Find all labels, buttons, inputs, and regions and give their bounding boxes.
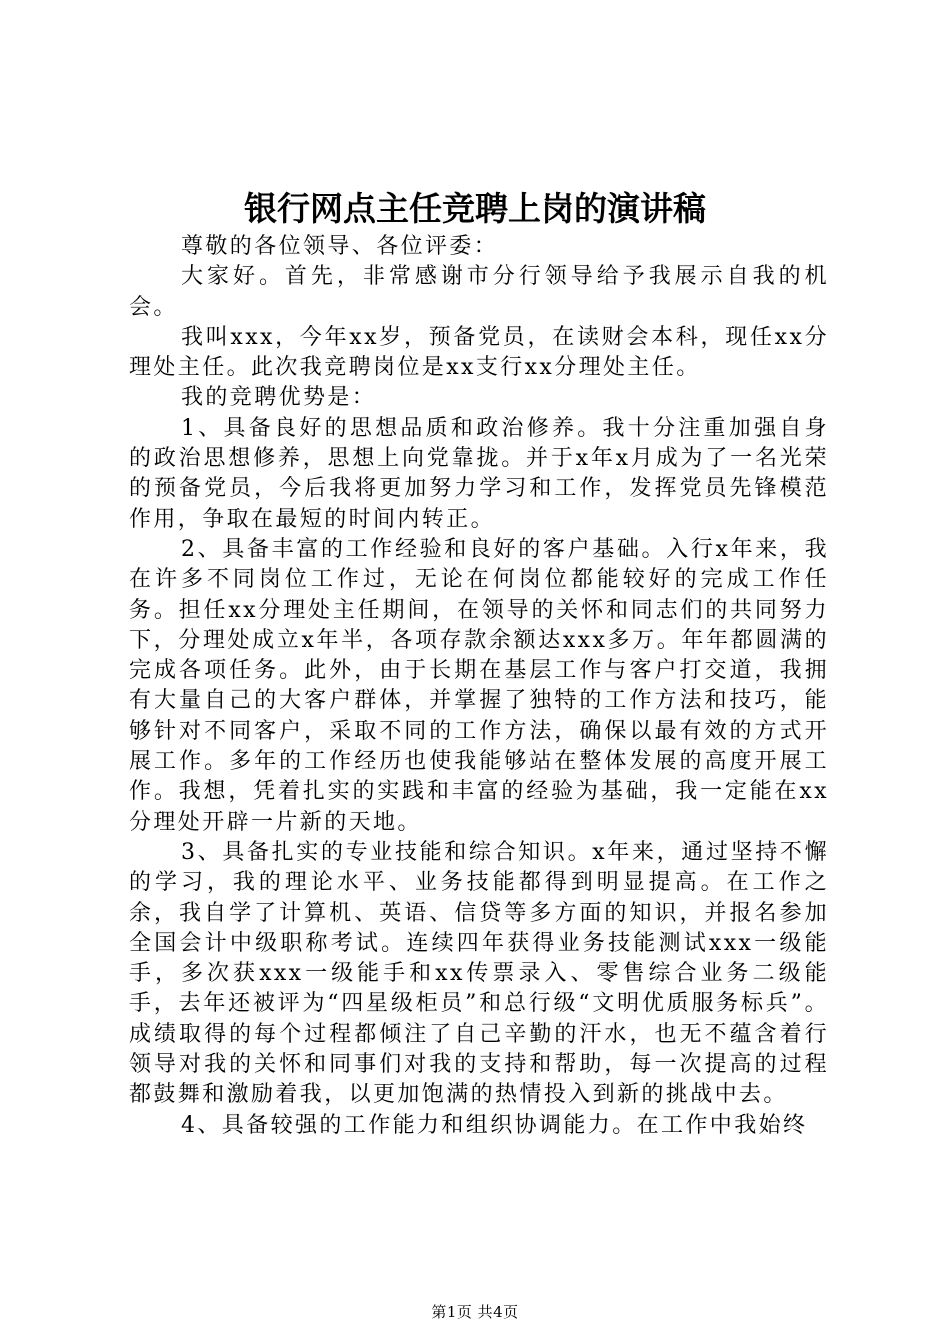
advantages-heading-paragraph: 我的竞聘优势是： [181,385,377,411]
advantage-4-paragraph: 4、具备较强的工作能力和组织协调能力。在工作中我始终 [181,1112,808,1138]
advantage-3-paragraph: 3、具备扎实的专业技能和综合知识。x年来，通过坚持不懈的学习，我的理论水平、业务技能都得到明显提高。在工作之余，我自学了计算机、英语、信贷等多方面的知识，并报名参加全国会计中级职称考试。连续四年获得业务技能测试xxx一级能手，多次获xxx一级能手和xx传票录入、零售综合业务二级能手，去年还被评为“四星级柜员”和总行级“文明优质服务标兵”。成绩取得的每个过程都倾注了自己辛勤的汗水，也无不蕴含着行领导对我的关怀和同事们对我的支持和帮助，每一次提高的过程都鼓舞和激励着我，以更加饱满的热情投入到新的挑战中去。 [129,839,829,1108]
page-number-footer: 第1页 共4页 [431,1303,519,1321]
introduction-paragraph: 我叫xxx，今年xx岁，预备党员，在读财会本科，现任xx分理处主任。此次我竞聘岗位是xx支行xx分理处主任。 [129,324,829,381]
document-title: 银行网点主任竞聘上岗的演讲稿 [244,189,706,228]
document-body [129,232,829,1141]
advantage-2-paragraph: 2、具备丰富的工作经验和良好的客户基础。入行x年来，我在许多不同岗位工作过，无论在何岗位都能较好的完成工作任务。担任xx分理处主任期间，在领导的关怀和同志们的共同努力下，分理处成立x年半，各项存款余额达xxx多万。年年都圆满的完成各项任务。此外，由于长期在基层工作与客户打交道，我拥有大量自己的大客户群体，并掌握了独特的工作方法和技巧，能够针对不同客户，采取不同的工作方法，确保以最有效的方式开展工作。多年的工作经历也使我能够站在整体发展的高度开展工作。我想，凭着扎实的实践和丰富的经验为基础，我一定能在xx分理处开辟一片新的天地。 [129,536,829,835]
advantage-1-paragraph: 1、具备良好的思想品质和政治修养。我十分注重加强自身的政治思想修养，思想上向党靠拢。并于x年x月成为了一名光荣的预备党员，今后我将更加努力学习和工作，发挥党员先锋模范作用，争取在最短的时间内转正。 [129,415,829,532]
salutation-paragraph: 尊敬的各位领导、各位评委： [181,234,499,259]
greeting-paragraph: 大家好。首先，非常感谢市分行领导给予我展示自我的机会。 [129,264,829,320]
